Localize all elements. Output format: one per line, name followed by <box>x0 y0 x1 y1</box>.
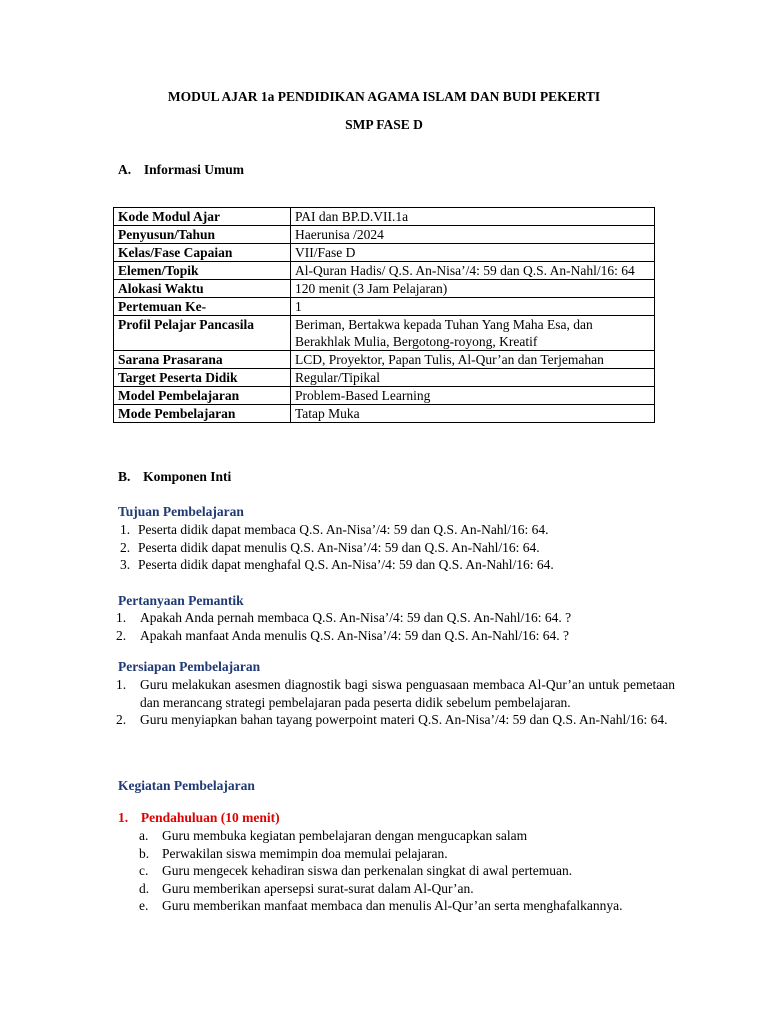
info-table-row <box>114 405 655 423</box>
info-value-cell: LCD, Proyektor, Papan Tulis, Al-Qur’an dan Terjemahan <box>291 351 655 369</box>
info-table-row <box>114 244 655 262</box>
section-a-heading <box>118 162 244 178</box>
pemantik-list <box>116 609 661 644</box>
info-table-row <box>114 369 655 387</box>
info-table-row <box>114 298 655 316</box>
document-title: MODUL AJAR 1a PENDIDIKAN AGAMA ISLAM DAN BUDI PEKERTI <box>167 89 601 104</box>
pendahuluan-number: 1. <box>118 810 129 825</box>
info-key-cell: Target Peserta Didik <box>114 369 291 387</box>
info-key-cell: Kelas/Fase Capaian <box>114 244 291 262</box>
list-item <box>139 862 675 880</box>
list-item <box>120 539 660 557</box>
list-item-text: Apakah Anda pernah membaca Q.S. An-Nisa’/4: 59 dan Q.S. An-Nahl/16: 64. ? <box>140 610 572 625</box>
list-item <box>116 627 661 645</box>
list-item <box>139 845 675 863</box>
list-item <box>139 880 675 898</box>
info-table-row <box>114 226 655 244</box>
list-item-number: 1. <box>120 522 131 537</box>
list-item-text: Peserta didik dapat membaca Q.S. An-Nisa’/4: 59 dan Q.S. An-Nahl/16: 64. <box>138 522 549 537</box>
list-item-text: Guru menyiapkan bahan tayang powerpoint materi Q.S. An-Nisa’/4: 59 dan Q.S. An-Nahl/16: 64. <box>140 712 668 727</box>
list-item-number: c. <box>139 863 149 878</box>
list-item-number: 1. <box>116 610 127 625</box>
info-table-row <box>114 387 655 405</box>
persiapan-list <box>116 676 675 729</box>
list-item-text: Guru melakukan asesmen diagnostik bagi siswa penguasaan membaca Al-Qur’an untuk pemetaan dan merancang strategi pembelajaran pada peserta didik sebelum pembelajaran. <box>140 677 675 710</box>
list-item-text: Peserta didik dapat menulis Q.S. An-Nisa’/4: 59 dan Q.S. An-Nahl/16: 64. <box>138 539 540 555</box>
pemantik-heading: Pertanyaan Pemantik <box>118 593 244 608</box>
info-table-row <box>114 316 655 351</box>
info-value-cell: PAI dan BP.D.VII.1a <box>291 208 655 226</box>
info-table-row <box>114 351 655 369</box>
info-key-cell: Model Pembelajaran <box>114 387 291 405</box>
section-a-label: A. <box>118 162 132 177</box>
pendahuluan-title: Pendahuluan (10 menit) <box>140 810 280 825</box>
list-item-text: Guru mengecek kehadiran siswa dan perkenalan singkat di awal pertemuan. <box>162 863 573 878</box>
list-item-number: b. <box>139 845 150 861</box>
list-item-number: 2. <box>116 712 127 727</box>
list-item-number: a. <box>139 828 149 843</box>
tujuan-list <box>120 521 660 574</box>
info-key-cell: Alokasi Waktu <box>114 280 291 298</box>
kegiatan-heading: Kegiatan Pembelajaran <box>118 778 255 793</box>
list-item <box>116 609 661 627</box>
list-item <box>116 676 675 711</box>
info-value-cell: Haerunisa /2024 <box>291 226 655 244</box>
pendahuluan-heading <box>118 810 280 826</box>
list-item <box>116 711 675 729</box>
list-item-text: Guru membuka kegiatan pembelajaran dengan mengucapkan salam <box>162 828 528 843</box>
info-key-cell: Profil Pelajar Pancasila <box>114 316 291 351</box>
pendahuluan-list <box>139 827 675 915</box>
document-subtitle: SMP FASE D <box>345 117 423 132</box>
info-value-cell: Tatap Muka <box>291 405 655 423</box>
list-item-text: Perwakilan siswa memimpin doa memulai pelajaran. <box>162 845 448 861</box>
info-value-cell: 1 <box>291 298 655 316</box>
info-key-cell: Elemen/Topik <box>114 262 291 280</box>
info-value-cell: Problem-Based Learning <box>291 387 655 405</box>
list-item-text: Peserta didik dapat menghafal Q.S. An-Nisa’/4: 59 dan Q.S. An-Nahl/16: 64. <box>138 557 554 572</box>
list-item-number: 2. <box>116 627 127 643</box>
info-table <box>113 207 655 423</box>
info-value-cell: Beriman, Bertakwa kepada Tuhan Yang Maha Esa, dan Berakhlak Mulia, Bergotong-royong, Kreatif <box>291 316 655 351</box>
list-item-number: d. <box>139 880 150 896</box>
info-value-cell: Regular/Tipikal <box>291 369 655 387</box>
info-key-cell: Sarana Prasarana <box>114 351 291 369</box>
info-key-cell: Pertemuan Ke- <box>114 298 291 316</box>
tujuan-heading: Tujuan Pembelajaran <box>118 504 244 519</box>
list-item-text: Guru memberikan manfaat membaca dan menulis Al-Qur’an serta menghafalkannya. <box>162 898 623 913</box>
section-a-title: Informasi Umum <box>143 162 244 177</box>
info-table-row <box>114 280 655 298</box>
section-b-heading <box>118 469 231 485</box>
persiapan-heading: Persiapan Pembelajaran <box>118 659 261 674</box>
info-table-row <box>114 208 655 226</box>
list-item <box>139 897 675 915</box>
list-item-number: 1. <box>116 677 127 692</box>
info-key-cell: Kode Modul Ajar <box>114 208 291 226</box>
list-item-text: Guru memberikan apersepsi surat-surat dalam Al-Qur’an. <box>162 880 474 896</box>
list-item-text: Apakah manfaat Anda menulis Q.S. An-Nisa’/4: 59 dan Q.S. An-Nahl/16: 64. ? <box>140 627 569 643</box>
section-b-label: B. <box>118 469 131 484</box>
list-item <box>139 827 675 845</box>
info-table-row <box>114 262 655 280</box>
info-value-cell: VII/Fase D <box>291 244 655 262</box>
info-key-cell: Penyusun/Tahun <box>114 226 291 244</box>
section-b-title: Komponen Inti <box>143 469 232 484</box>
info-value-cell: Al-Quran Hadis/ Q.S. An-Nisa’/4: 59 dan Q.S. An-Nahl/16: 64 <box>291 262 655 280</box>
list-item <box>120 521 660 539</box>
list-item-number: e. <box>139 898 149 913</box>
list-item-number: 3. <box>120 557 131 572</box>
info-value-cell: 120 menit (3 Jam Pelajaran) <box>291 280 655 298</box>
list-item-number: 2. <box>120 539 131 555</box>
list-item <box>120 556 660 574</box>
info-key-cell: Mode Pembelajaran <box>114 405 291 423</box>
